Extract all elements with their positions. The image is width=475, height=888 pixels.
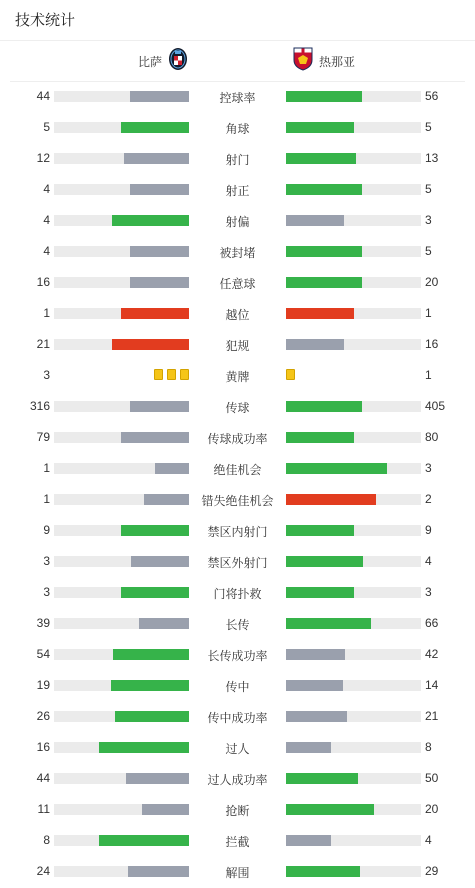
away-stat-value: 42 [425, 647, 439, 661]
stat-label: 过人 [225, 742, 250, 756]
away-stat-value: 14 [425, 678, 439, 692]
home-stat-value: 1 [43, 461, 50, 475]
home-stat-value: 1 [43, 492, 50, 506]
away-stat-bar-fill [286, 649, 345, 660]
home-stat-value: 12 [36, 151, 50, 165]
home-stat-value: 26 [36, 709, 50, 723]
home-stat-bar [54, 401, 189, 412]
stat-row [0, 547, 475, 578]
away-stat-bar-fill [286, 401, 362, 412]
stat-label: 控球率 [219, 91, 256, 105]
stat-row [0, 175, 475, 206]
stat-label: 传球 [225, 401, 250, 415]
stat-label: 长传 [225, 618, 250, 632]
home-stat-value: 4 [43, 244, 50, 258]
home-stat-bar-fill [130, 246, 189, 257]
away-yellow-cards [286, 369, 295, 380]
stat-row [0, 671, 475, 702]
home-stat-value: 44 [36, 771, 50, 785]
stat-label: 传中 [225, 680, 250, 694]
stat-label: 犯规 [225, 339, 250, 353]
away-stat-bar [286, 308, 421, 319]
away-stat-bar-fill [286, 246, 362, 257]
home-stat-value: 21 [36, 337, 50, 351]
home-stat-bar-fill [121, 432, 189, 443]
away-stat-value: 405 [425, 399, 446, 413]
away-stat-value: 1 [425, 368, 432, 382]
stat-row [0, 454, 475, 485]
away-stat-bar [286, 463, 421, 474]
away-stat-bar-fill [286, 711, 347, 722]
away-stat-bar [286, 556, 421, 567]
stat-row [0, 733, 475, 764]
home-stat-bar-fill [139, 618, 189, 629]
stat-label: 门将扑救 [213, 587, 262, 601]
away-team[interactable] [293, 49, 355, 73]
stat-label: 错失绝佳机会 [201, 494, 274, 508]
home-yellow-cards [154, 369, 189, 380]
home-stat-bar [54, 556, 189, 567]
home-stat-value: 54 [36, 647, 50, 661]
stat-label: 拦截 [225, 835, 250, 849]
home-stat-value: 3 [43, 585, 50, 599]
home-stat-bar [54, 525, 189, 536]
away-stat-bar [286, 835, 421, 846]
home-stat-bar [54, 339, 189, 350]
away-stat-bar [286, 494, 421, 505]
home-stat-value: 5 [43, 120, 50, 134]
away-stat-value: 13 [425, 151, 439, 165]
away-stat-value: 4 [425, 554, 432, 568]
away-stat-bar [286, 587, 421, 598]
away-stat-value: 66 [425, 616, 439, 630]
stat-row [0, 206, 475, 237]
away-stat-bar-fill [286, 463, 387, 474]
stats-list [0, 82, 475, 888]
away-stat-bar [286, 401, 421, 412]
stat-label: 解围 [225, 866, 250, 880]
home-stat-bar [54, 773, 189, 784]
home-stat-bar [54, 215, 189, 226]
home-stat-value: 11 [37, 802, 50, 816]
away-stat-bar [286, 618, 421, 629]
away-stat-value: 2 [425, 492, 432, 506]
home-stat-bar-fill [113, 649, 189, 660]
away-stat-bar [286, 246, 421, 257]
away-stat-value: 16 [425, 337, 439, 351]
yellow-card-icon [286, 369, 295, 380]
home-stat-bar-fill [128, 866, 189, 877]
stat-label: 长传成功率 [207, 649, 268, 663]
stat-label: 任意球 [219, 277, 256, 291]
away-stat-bar-fill [286, 804, 374, 815]
teams-header [0, 41, 475, 81]
stat-row [0, 392, 475, 423]
away-stat-value: 56 [425, 89, 439, 103]
home-stat-bar [54, 153, 189, 164]
away-stat-bar-fill [286, 215, 344, 226]
home-stat-bar-fill [115, 711, 189, 722]
home-stat-value: 3 [43, 368, 50, 382]
stat-label: 传球成功率 [207, 432, 268, 446]
away-stat-value: 5 [425, 182, 432, 196]
home-stat-bar-fill [121, 308, 189, 319]
stat-row [0, 640, 475, 671]
home-stat-value: 44 [36, 89, 50, 103]
home-stat-value: 9 [43, 523, 50, 537]
away-stat-value: 20 [425, 802, 439, 816]
home-stat-value: 24 [36, 864, 50, 878]
home-stat-bar-fill [121, 122, 189, 133]
home-stat-bar [54, 494, 189, 505]
home-stat-bar [54, 308, 189, 319]
home-stat-bar-fill [111, 680, 189, 691]
home-stat-bar [54, 432, 189, 443]
stat-row [0, 485, 475, 516]
away-stat-bar [286, 680, 421, 691]
away-stat-bar [286, 866, 421, 877]
stat-label: 禁区外射门 [207, 556, 268, 570]
home-stat-bar-fill [124, 153, 189, 164]
yellow-card-icon [180, 369, 189, 380]
home-stat-bar [54, 277, 189, 288]
away-stat-bar [286, 742, 421, 753]
home-stat-bar [54, 587, 189, 598]
home-stat-bar [54, 866, 189, 877]
home-stat-bar-fill [130, 184, 189, 195]
stat-row [0, 702, 475, 733]
away-stat-bar [286, 804, 421, 815]
home-stat-bar [54, 463, 189, 474]
away-stat-bar-fill [286, 866, 360, 877]
home-stat-bar-fill [121, 587, 189, 598]
away-stat-bar-fill [286, 773, 358, 784]
stat-label: 禁区内射门 [207, 525, 268, 539]
away-stat-bar-fill [286, 680, 343, 691]
stat-row [0, 299, 475, 330]
stat-label: 抢断 [225, 804, 250, 818]
home-stat-value: 4 [43, 213, 50, 227]
away-stat-bar [286, 184, 421, 195]
home-stat-value: 316 [29, 399, 50, 413]
away-stat-bar-fill [286, 742, 331, 753]
away-stat-bar-fill [286, 835, 331, 846]
home-stat-bar-fill [112, 339, 189, 350]
stat-label: 角球 [225, 122, 250, 136]
home-stat-bar-fill [99, 742, 189, 753]
away-stat-bar-fill [286, 525, 354, 536]
away-stat-bar-fill [286, 618, 371, 629]
stat-row [0, 578, 475, 609]
home-stat-value: 16 [36, 740, 50, 754]
home-stat-bar-fill [131, 556, 189, 567]
stat-row [0, 113, 475, 144]
away-stat-value: 5 [425, 244, 432, 258]
away-stat-bar-fill [286, 556, 363, 567]
away-stat-value: 50 [425, 771, 439, 785]
home-stat-value: 4 [43, 182, 50, 196]
away-stat-bar-fill [286, 339, 344, 350]
away-stat-value: 5 [425, 120, 432, 134]
away-stat-value: 1 [425, 306, 432, 320]
yellow-card-icon [154, 369, 163, 380]
home-stat-bar-fill [126, 773, 189, 784]
away-stat-value: 8 [425, 740, 432, 754]
away-stat-bar [286, 91, 421, 102]
home-stat-bar-fill [144, 494, 189, 505]
away-stat-bar [286, 153, 421, 164]
home-stat-bar-fill [121, 525, 189, 536]
stat-row [0, 268, 475, 299]
away-stat-bar [286, 711, 421, 722]
home-stat-value: 19 [36, 678, 50, 692]
stat-row [0, 795, 475, 826]
stat-label: 越位 [225, 308, 250, 322]
away-stat-value: 9 [425, 523, 432, 537]
pisa-crest-icon [168, 47, 188, 76]
away-stat-bar-fill [286, 91, 362, 102]
stat-label: 黄牌 [225, 370, 250, 384]
section-title: 技术统计 [15, 12, 76, 29]
stat-row [0, 361, 475, 392]
home-stat-bar [54, 649, 189, 660]
away-stat-bar-fill [286, 494, 376, 505]
home-stat-bar [54, 91, 189, 102]
away-stat-value: 3 [425, 213, 432, 227]
away-stat-bar [286, 277, 421, 288]
genoa-crest-icon [293, 47, 313, 76]
home-stat-bar [54, 742, 189, 753]
stat-row [0, 82, 475, 113]
home-stat-bar-fill [99, 835, 189, 846]
home-stat-bar [54, 618, 189, 629]
home-stat-value: 79 [36, 430, 50, 444]
home-stat-bar-fill [130, 91, 189, 102]
stat-label: 被封堵 [219, 246, 256, 260]
stat-label: 传中成功率 [207, 711, 268, 725]
home-stat-bar-fill [142, 804, 189, 815]
stat-row [0, 516, 475, 547]
home-stat-bar [54, 122, 189, 133]
yellow-card-icon [167, 369, 176, 380]
away-stat-bar [286, 122, 421, 133]
home-stat-bar-fill [130, 401, 189, 412]
stat-label: 绝佳机会 [213, 463, 262, 477]
away-stat-bar [286, 215, 421, 226]
away-stat-bar [286, 649, 421, 660]
away-stat-bar-fill [286, 277, 362, 288]
away-stat-bar-fill [286, 184, 362, 195]
away-stat-value: 29 [425, 864, 439, 878]
home-stat-value: 8 [43, 833, 50, 847]
stat-row [0, 144, 475, 175]
home-stat-bar [54, 804, 189, 815]
stat-label: 射正 [225, 184, 250, 198]
stat-row [0, 857, 475, 888]
away-stat-value: 80 [425, 430, 439, 444]
home-stat-bar [54, 835, 189, 846]
stat-row [0, 423, 475, 454]
stat-row [0, 330, 475, 361]
stat-row [0, 237, 475, 268]
away-stat-bar-fill [286, 587, 354, 598]
away-stat-value: 21 [425, 709, 439, 723]
home-team[interactable] [138, 49, 188, 73]
home-stat-bar [54, 680, 189, 691]
home-stat-value: 3 [43, 554, 50, 568]
stat-label: 射门 [225, 153, 250, 167]
home-stat-value: 1 [43, 306, 50, 320]
home-stat-bar [54, 711, 189, 722]
away-stat-value: 4 [425, 833, 432, 847]
away-stat-bar [286, 432, 421, 443]
away-stat-value: 3 [425, 585, 432, 599]
away-team-name: 热那亚 [319, 54, 356, 69]
home-stat-value: 39 [36, 616, 50, 630]
stat-row [0, 826, 475, 857]
away-stat-bar [286, 773, 421, 784]
away-stat-bar-fill [286, 308, 354, 319]
away-stat-value: 20 [425, 275, 439, 289]
stat-row [0, 609, 475, 640]
away-stat-bar [286, 339, 421, 350]
away-stat-bar-fill [286, 122, 354, 133]
away-stat-bar-fill [286, 432, 354, 443]
home-stat-bar [54, 184, 189, 195]
stat-label: 射偏 [225, 215, 250, 229]
home-stat-bar [54, 246, 189, 257]
home-stat-bar-fill [155, 463, 189, 474]
home-team-name: 比萨 [137, 54, 162, 69]
stat-label: 过人成功率 [207, 773, 268, 787]
home-stat-bar-fill [112, 215, 189, 226]
away-stat-value: 3 [425, 461, 432, 475]
home-stat-bar-fill [130, 277, 189, 288]
away-stat-bar [286, 525, 421, 536]
home-stat-value: 16 [36, 275, 50, 289]
away-stat-bar-fill [286, 153, 356, 164]
stat-row [0, 764, 475, 795]
